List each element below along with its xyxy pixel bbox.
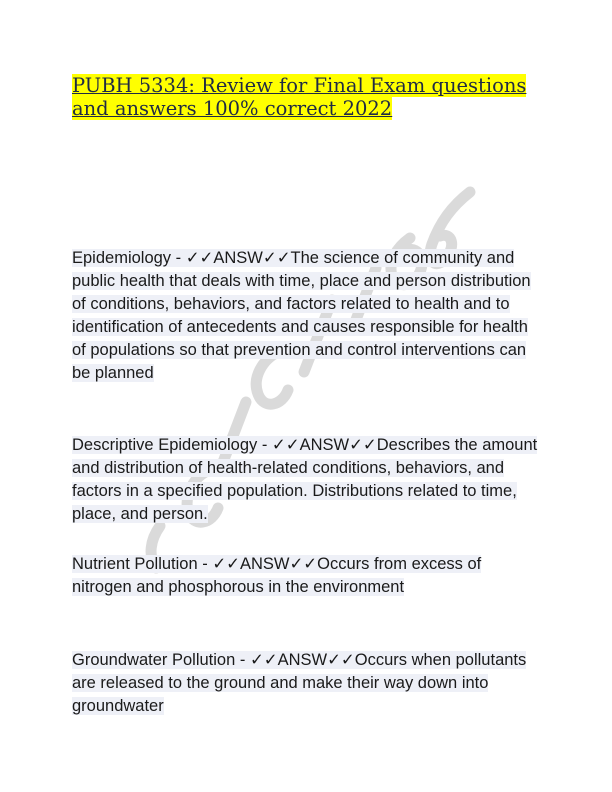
title-highlight: PUBH 5334: Review for Final Exam questions and answers 100% correct 2022 [72,74,527,120]
qa-entry-nutrient-pollution [72,553,542,599]
answer-tag: ✓✓ANSW✓✓ [185,249,291,267]
entry-separator: - [235,651,250,669]
entry-definition: Describes the amount and distribution of health-related conditions, behaviors, and factors in a specified population. Distributions related to time, place, and person. [72,436,538,523]
entry-term: Groundwater Pollution [72,651,236,669]
entry-term: Nutrient Pollution [72,555,198,573]
entry-term: Epidemiology [72,249,172,267]
entry-separator: - [197,555,213,573]
qa-entry-descriptive-epidemiology [72,434,542,526]
answer-tag: ✓✓ANSW✓✓ [249,651,355,669]
entry-definition: Occurs from excess of nitrogen and phosphorous in the environment [72,555,482,596]
entry-shade [72,651,526,715]
document-title [72,74,542,120]
entry-definition: The science of community and public health that deals with time, place and person distribution of conditions, behaviors, and factors related to health and to identification of antecedents and causes responsible for health of populations so that prevention and control interventions can be planned [72,249,531,382]
entry-shade [72,436,537,523]
entry-shade [72,249,531,382]
entry-definition: Occurs when pollutants are released to the ground and make their way down into groundwater [72,651,527,715]
qa-entry-epidemiology [72,247,542,385]
entry-separator: - [171,249,186,267]
entry-separator: - [257,436,272,454]
entry-term: Descriptive Epidemiology [72,436,258,454]
answer-tag: ✓✓ANSW✓✓ [212,555,318,573]
answer-tag: ✓✓ANSW✓✓ [271,436,377,454]
qa-entry-groundwater-pollution [72,649,542,718]
entry-shade [72,555,481,596]
